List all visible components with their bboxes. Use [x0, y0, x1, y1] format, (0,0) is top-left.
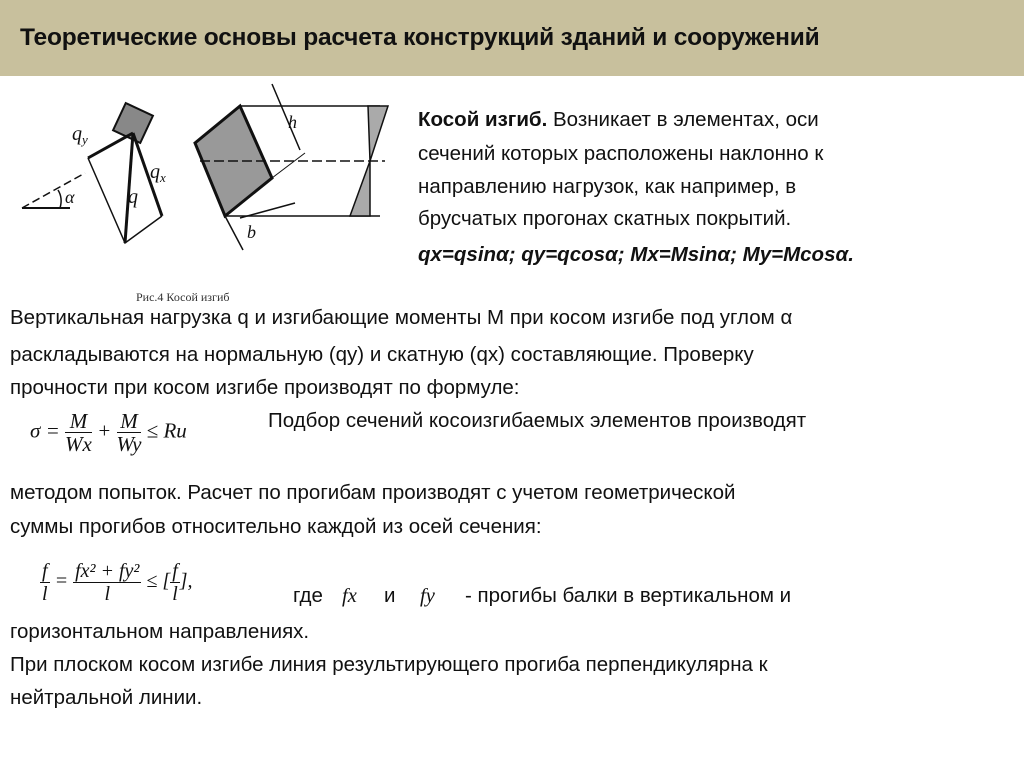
numerator: M [65, 410, 92, 433]
and-label: и [384, 584, 396, 607]
where-label: где [293, 584, 323, 607]
svg-text:q: q [128, 186, 138, 208]
body-line-3: прочности при косом изгибе производят по формуле: [10, 376, 520, 399]
numerator: fx² + fy² [75, 560, 140, 582]
intro-line-3: направлению нагрузок, как например, в [418, 175, 797, 198]
numerator: f [172, 560, 178, 582]
strength-formula: σ = $\frac{M}{Wx}$ + $\frac{M}{Wy}$ ≤ Rи [30, 409, 187, 456]
intro-line-1 [418, 108, 819, 132]
denominator: l [172, 583, 178, 605]
deflection-desc: - прогибы балки в вертикальном и [465, 584, 792, 607]
oblique-bending-figure [10, 78, 400, 293]
svg-text:b: b [247, 222, 256, 242]
svg-text:h: h [288, 112, 297, 132]
component-formulas: qx=qsinα; qy=qcosα; Mx=Msinα; My=Mcosα. [418, 243, 854, 266]
slide-title: Теоретические основы расчета конструкций зданий и сооружений [20, 24, 820, 51]
numerator: M [117, 410, 142, 433]
term: Косой изгиб. [418, 108, 548, 131]
intro-line-2: сечений которых расположены наклонно к [418, 142, 824, 165]
denominator: l [42, 583, 48, 605]
fy-symbol: fy [420, 585, 435, 607]
body-line-7: горизонтальном направлениях. [10, 620, 310, 643]
denominator: Wy [116, 432, 142, 456]
body-line-6: суммы прогибов относительно каждой из осей сечения: [10, 515, 542, 538]
body-line-4: Подбор сечений косоизгибаемых элементов производят [268, 409, 807, 432]
intro-text: Возникает в элементах, оси [552, 108, 819, 131]
sigma: σ = [30, 418, 60, 443]
body-line-8: При плоском косом изгибе линия результирующего прогиба перпендикулярна к [10, 653, 768, 676]
slide-header [0, 0, 1024, 76]
svg-text:qx: $q_x$ [150, 161, 166, 185]
intro-line-4: брусчатых прогонах скатных покрытий. [418, 207, 792, 230]
strength-limit: ≤ Rи [146, 418, 187, 443]
denominator: Wx [65, 432, 92, 456]
figure-caption: Рис.4 Косой изгиб [136, 290, 230, 304]
body-line-1: Вертикальная нагрузка q и изгибающие моменты M при косом изгибе под углом α [10, 306, 793, 329]
body-line-5: методом попыток. Расчет по прогибам производят с учетом геометрической [10, 481, 736, 504]
svg-text:α: α [65, 187, 75, 207]
numerator: f [42, 560, 48, 582]
deflection-formula: $\frac{f}{l}$ = $\frac{\text{fx² + fy²}}{l}$ ≤ [ $\frac{f}{l}$ ], [42, 560, 193, 605]
svg-text:qy: $q_y$ [72, 123, 88, 147]
body-line-9: нейтральной линии. [10, 686, 203, 709]
fx-symbol: fx [342, 585, 357, 607]
body-line-2: раскладываются на нормальную (qy) и скатную (qx) составляющие. Проверку [10, 343, 754, 366]
denominator: l [104, 583, 111, 605]
leq: ≤ [146, 570, 158, 593]
